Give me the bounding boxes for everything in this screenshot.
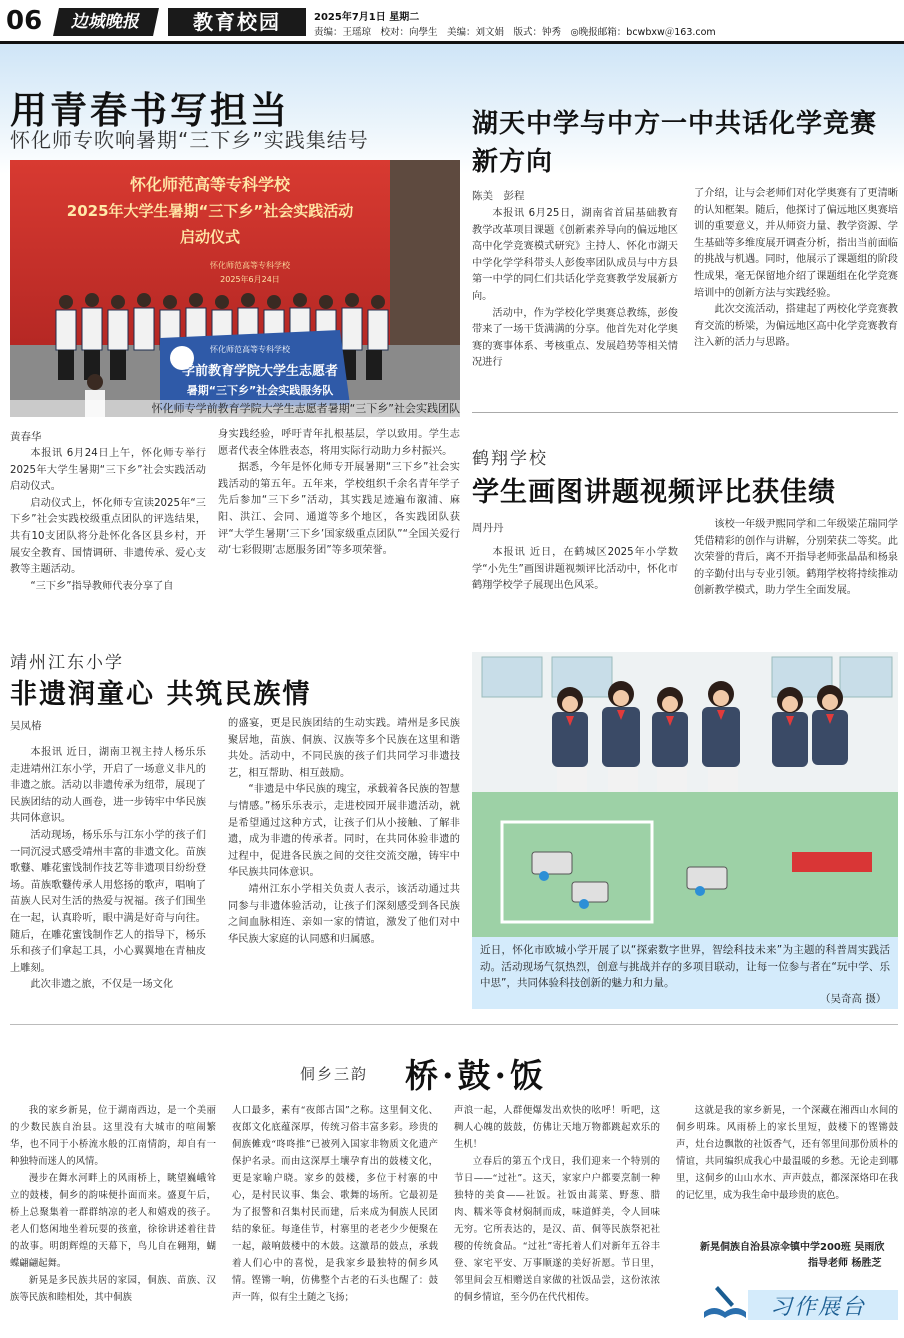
paragraph: 活动中，作为学校化学奥赛总教练，彭俊带来了一场干货满满的分享。他首先对化学奥赛的赛事体系、考核重点、发展趋势等相关情况进行 bbox=[472, 307, 678, 369]
paragraph: 据悉，今年是怀化师专开展暑期“三下乡”社会实践活动的第五年。五年来，学校组织千余名青年学子先后参加“三下乡”活动，其实践足迹遍布溆浦、麻阳、洪江、会同、通道等多个地区，各实践团队获评“大学生暑期‘三下乡’国家级重点团队”“全国关爱行动‘七彩假期’志愿服务团”等多项荣誉。 bbox=[218, 462, 460, 557]
article1-author: 黄春华 bbox=[10, 431, 42, 443]
essay-column1 bbox=[10, 1102, 216, 1306]
team-flag-line1: 学前教育学院大学生志愿者 bbox=[181, 364, 339, 379]
article4-title: 非遗润童心 共筑民族情 bbox=[10, 679, 312, 710]
article2-column1 bbox=[472, 206, 678, 372]
essay-column4 bbox=[676, 1102, 898, 1204]
essay-column3 bbox=[454, 1102, 660, 1306]
paragraph: 声浪一起，人群便爆发出欢快的吆呼！听吧，这稠人心魄的鼓鼓，仿佛让天地万物都跳起欢乐的生机！ bbox=[454, 1105, 660, 1150]
article1-photo bbox=[10, 160, 460, 417]
science-week-photo bbox=[472, 652, 898, 937]
paragraph: 本报讯 6月25日，湖南省首届基础教育教学改革项目课题《创新素养导向的偏远地区高中化学竞赛模式研究》主持人、怀化市湖天中学化学学科带头人彭俊率团队成员与中方县第一中学的同仁们共话化学竞赛教学发展新方向。 bbox=[472, 208, 678, 302]
paragraph: 启动仪式上，怀化师专宣读2025年“三下乡”社会实践校级重点团队的评选结果，共有10支团队将分赴怀化各区县乡村，开展安全教育、国情调研、非遗传承、爱心支教等主题活动。 bbox=[10, 497, 206, 576]
article1-column2 bbox=[218, 427, 460, 560]
team-flag-school: 怀化师范高等专科学校 bbox=[210, 345, 290, 354]
paragraph: 的盛宴，更是民族团结的生动实践。靖州是多民族聚居地，苗族、侗族、汉族等多个民族在这里和谐共处。活动中，不同民族的孩子们共同学习非遗技艺，相互帮助、相互鼓励。 bbox=[228, 718, 460, 779]
divider bbox=[10, 1024, 898, 1025]
paragraph: 我的家乡新晃，位于湖南西边，是一个美丽的少数民族自治县。这里没有大城市的喧闹繁华，也不同于小桥流水般的江南情韵，却自有一种独特而迷人的风情。 bbox=[10, 1105, 216, 1167]
article3-author: 周丹丹 bbox=[472, 522, 504, 534]
banner-date: 2025年6月24日 bbox=[220, 275, 280, 284]
paragraph: 本报讯 近日，在鹤城区2025年小学数学“小先生”画图讲题视频评比活动中，怀化市鹤翔学校学子展现出色风采。 bbox=[472, 547, 678, 592]
column-label: 习作展台 bbox=[770, 1295, 867, 1320]
article1-column1 bbox=[10, 446, 206, 595]
paragraph: “非遗是中华民族的瑰宝，承载着各民族的智慧与情感。”杨乐乐表示，走进校园开展非遗活动，就是希望通过这种方式，让孩子们从小接触、了解非遗，成为非遗的传承者。同时，在共同体验非遗的过程中，促进各民族之间的交往交流交融，铸牢中华民族共同体意识。 bbox=[228, 784, 460, 879]
article2-title: 湖天中学与中方一中共话化学竞赛新方向 bbox=[472, 109, 878, 177]
paragraph: 靖州江东小学相关负责人表示，该活动通过共同参与非遗体验活动，让孩子们深刻感受到各民族之间血脉相连、亲如一家的情谊，激发了他们对中华民族大家庭的认同感和归属感。 bbox=[228, 883, 460, 945]
banner-line3: 启动仪式 bbox=[179, 228, 241, 246]
article1-photo-illustration bbox=[10, 160, 460, 417]
editor-credits: 责编：王瑶琼 校对：向學生 美编：刘文娟 版式：钟秀 ◎晚报邮箱：bcwbxw＠163.com bbox=[314, 27, 716, 38]
divider bbox=[472, 412, 898, 413]
paragraph: 了介绍，让与会老师们对化学奥赛有了更清晰的认知框架。随后，他探讨了偏远地区奥赛培训的重要意义，并从师资力量、教学资源、学生基础等多维度展开调查分析，指出当前面临的挑战与机遇。同时，他展示了课题组的阶段性成果，毫无保留地介绍了课题组在化学竞赛培训中的创新方法与实践经验。 bbox=[694, 188, 898, 299]
paragraph: 此次非遗之旅，不仅是一场文化 bbox=[30, 979, 174, 991]
article3-title: 学生画图讲题视频评比获佳绩 bbox=[472, 477, 836, 508]
article1-title: 用青春书写担当 bbox=[10, 88, 290, 132]
essay-kicker: 侗乡三韵 bbox=[300, 1065, 369, 1083]
paragraph: “三下乡”指导教师代表分享了自 bbox=[30, 580, 174, 592]
article1-photo-caption: 怀化师专学前教育学院大学生志愿者暑期“三下乡”社会实践团队 bbox=[10, 400, 460, 417]
article4-column1 bbox=[10, 745, 206, 994]
page-number: 06 bbox=[6, 6, 43, 36]
paragraph: 身实践经验，呼吁青年扎根基层，学以致用。学生志愿者代表全体胜表态，将用实际行动助力乡村振兴。 bbox=[218, 429, 460, 457]
essay-title: 桥·鼓·饭 bbox=[405, 1056, 547, 1095]
paragraph: 立春后的第五个戊日，我们迎来一个特别的节日——“过社”。这天，家家户户都要烹制一种独特的美食——社饭。社饭由蒿菜、野葱、腊肉、糯米等食材焖制而成，味道鲜美，令人回味无穷。它所表达的，是汉、苗、侗等民族祭祀社稷的传统食品。“过社”寄托着人们对新年五谷丰登、家宅平安、万事顺遂的美好祈愿。节日里，邻里间会互相赠送自家做的社饭品尝，这份浓浓的侗乡情谊，至今仍在代代相传。 bbox=[454, 1156, 660, 1303]
article3-kicker: 鹤翔学校 bbox=[472, 449, 548, 469]
paragraph: 这就是我的家乡新晃，一个深藏在湘西山水间的侗乡明珠。风雨桥上的家长里短，鼓楼下的铿锵鼓声，灶台边飘散的社饭香气，还有邻里间那份质朴的情谊，共同编织成我心中最温暖的乡愁。无论走到哪里，这侗乡的山山水水、声声鼓点，都深深烙印在我的记忆里，成为我生命中最珍贵的底色。 bbox=[676, 1105, 898, 1201]
banner-school: 怀化师范高等专科学校 bbox=[210, 261, 290, 270]
article1-subtitle: 怀化师专吹响暑期“三下乡”实践集结号 bbox=[10, 128, 369, 152]
banner-line1: 怀化师范高等专科学校 bbox=[129, 175, 291, 194]
article4-author: 吴凤椿 bbox=[10, 720, 42, 732]
photo-credit: （吴奇高 摄） bbox=[820, 993, 887, 1005]
paragraph: 本报讯 近日，湖南卫视主持人杨乐乐走进靖州江东小学，开启了一场意义非凡的非遗之旅。活动以非遗传承为纽带，展现了民族团结的动人画卷，进一步铸牢中华民族共同体意识。 bbox=[10, 747, 206, 825]
paragraph: 人口最多，素有“夜郎古国”之称。这里侗文化、夜郎文化底蕴深厚，传统习俗丰富多彩。珍贵的侗族傩戏“咚咚推”已被列入国家非物质文化遗产保护名录。而由这深厚土壤孕育出的鼓楼文化，更是家喻户晓。家乡的鼓楼，多位于村寨的中心，是村民议事、集会、歌舞的场所。它最初是为了报警和召集村民而建，后来成为侗族人民团结的象征。每逢佳节，村寨里的老老少少便聚在一起，敲响鼓楼中的木鼓。这激昂的鼓点，承载着人们心中的喜悦，是我家乡最独特的侗乡风情。铿锵一响，仿佛整个古老的石头也醒了：鼓声一阵，似有尘土随之飞扬； bbox=[232, 1105, 438, 1303]
section-title: 教育校园 bbox=[168, 8, 306, 36]
science-week-caption: 近日，怀化市欧城小学开展了以“探索数字世界，智绘科技未来”为主题的科普周实践活动。活动现场气氛热烈，创意与挑战并存的多项目联动，让每一位参与者在“玩中学、乐中思”，共同体验科技创新的魅力和力量。 bbox=[480, 944, 890, 989]
essay-author: 新晃侗族自治县凉伞镇中学200班 吴雨欣 bbox=[700, 1242, 885, 1253]
paragraph: 活动现场，杨乐乐与江东小学的孩子们一同沉浸式感受靖州丰富的非遗文化。苗族歌鼟、雕花蜜饯制作技艺等非遗项目纷纷登场。苗族歌鼟传承人用悠扬的歌声，唱响了苗族人民对生活的热爱与祝福。孩子们围坐在一起，认真聆听，眼中满是好奇与向往。随后，在雕花蜜饯制作艺人的指导下，杨乐乐和孩子们拿起工具，小心翼翼地在青柚皮上雕刻。 bbox=[10, 829, 206, 974]
paragraph: 本报讯 6月24日上午，怀化师专举行2025年大学生暑期“三下乡”社会实践活动启动仪式。 bbox=[10, 448, 206, 493]
paragraph: 该校一年级尹熙同学和二年级梁芷瑞同学凭借精彩的创作与讲解，分别荣获二等奖。此次荣誉的背后，离不开指导老师张晶晶和杨泉的辛勤付出与专业引领。鹤翔学校将持续推动创新教学模式，助力学生全面发展。 bbox=[694, 519, 898, 597]
paragraph: 漫步在舞水河畔上的风雨桥上，眺望巍峨耸立的鼓楼，侗乡的韵味便扑面而来。盛夏午后，桥上总聚集着一群群纳凉的老人和嬉戏的孩子。老人们悠闲地坐着玩耍的孩童，徐徐讲述着往昔的故事。明朗辉煌的天幕下，鸟儿自在翱翔，蝴蝶翩翩起舞。 bbox=[10, 1173, 216, 1269]
paragraph: 此次交流活动，搭建起了两校化学竞赛教育交流的桥梁，为偏远地区高中化学竞赛教育注入新的活力与思路。 bbox=[694, 304, 898, 349]
team-flag-line2: 暑期“三下乡”社会实践服务队 bbox=[186, 384, 334, 397]
book-pen-icon bbox=[700, 1282, 750, 1322]
article3-column1 bbox=[472, 545, 678, 595]
essay-teacher: 指导老师 杨胜芝 bbox=[808, 1258, 882, 1269]
issue-date: 2025年7月1日 星期二 bbox=[314, 12, 420, 23]
article4-kicker: 靖州江东小学 bbox=[10, 653, 124, 673]
article2-author: 陈美 彭程 bbox=[472, 190, 525, 202]
article2-column2 bbox=[694, 186, 898, 352]
banner-line2: 2025年大学生暑期“三下乡”社会实践活动 bbox=[66, 202, 354, 220]
science-week-illustration bbox=[472, 652, 898, 937]
article3-column2 bbox=[694, 517, 898, 600]
paper-logo: 边城晚报 bbox=[53, 8, 159, 36]
article4-column2 bbox=[228, 716, 460, 948]
paragraph: 新晃是多民族共居的家园，侗族、苗族、汉族等民族和睦相处，其中侗族 bbox=[10, 1275, 216, 1303]
essay-column2 bbox=[232, 1102, 438, 1306]
